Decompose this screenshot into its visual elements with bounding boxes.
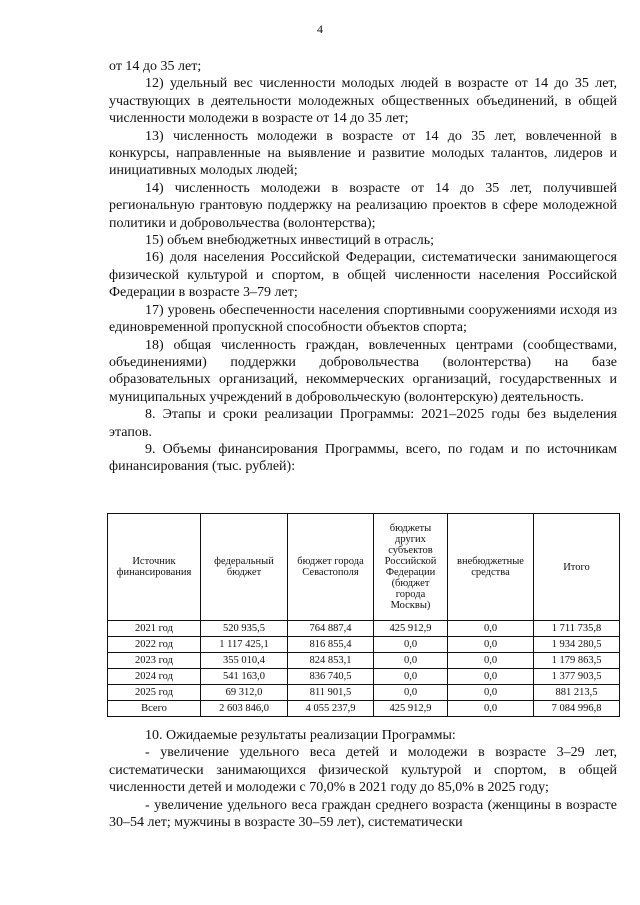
- table-cell: 816 855,4: [288, 637, 374, 653]
- paragraph-item-18: 18) общая численность граждан, вовлеченных центрами (сообществами, объединениями) поддержки добровольчества (волонтерства) на базе образовательных организаций, некоммерческих организаций, государственных и муниципальных учреждений в добровольческую (волонтерскую) деятельность.: [109, 337, 617, 405]
- table-cell: 425 912,9: [374, 621, 448, 637]
- paragraph-item-17: 17) уровень обеспеченности населения спортивными сооружениями исходя из единовременной пропускной способности объектов спорта;: [109, 302, 617, 336]
- table-cell: 0,0: [448, 685, 534, 701]
- page-number: 4: [317, 22, 323, 36]
- header-total: Итого: [534, 514, 620, 621]
- table-cell: 2022 год: [108, 637, 201, 653]
- table-row: [108, 621, 620, 637]
- table-cell: 0,0: [448, 637, 534, 653]
- table-cell: 764 887,4: [288, 621, 374, 637]
- paragraph-continuation: от 14 до 35 лет;: [109, 59, 202, 74]
- results-item: - увеличение удельного веса граждан среднего возраста (женщины в возрасте 30–54 лет; мужчины в возрасте 30–59 лет), систематически: [109, 797, 617, 831]
- paragraph-item-15: 15) объем внебюджетных инвестиций в отрасль;: [145, 233, 435, 249]
- table-row: [108, 685, 620, 701]
- table-cell: 0,0: [374, 685, 448, 701]
- table-cell: 2024 год: [108, 669, 201, 685]
- header-source: Источник финансирования: [108, 514, 201, 621]
- table-row-total: [108, 701, 620, 717]
- table-cell: 355 010,4: [201, 653, 288, 669]
- table-cell: 4 055 237,9: [288, 701, 374, 717]
- table-cell: 836 740,5: [288, 669, 374, 685]
- table-cell: 1 377 903,5: [534, 669, 620, 685]
- paragraph-section-9: 9. Объемы финансирования Программы, всего, по годам и по источникам финансирования (тыс. рублей):: [109, 441, 617, 475]
- header-other-subjects: бюджеты других субъектов Российской Федерации (бюджет города Москвы): [374, 514, 448, 621]
- table-cell: 0,0: [448, 653, 534, 669]
- table-row: [108, 653, 620, 669]
- table-cell: 2023 год: [108, 653, 201, 669]
- table-cell: 0,0: [448, 701, 534, 717]
- header-federal: федеральный бюджет: [201, 514, 288, 621]
- table-cell: 2 603 846,0: [201, 701, 288, 717]
- paragraph-section-8: 8. Этапы и сроки реализации Программы: 2021–2025 годы без выделения этапов.: [109, 407, 617, 440]
- table-cell: 2021 год: [108, 621, 201, 637]
- results-item: - увеличение удельного веса детей и молодежи в возрасте 3–29 лет, систематически занимающихся физической культурой и спортом, в общей численности детей и молодежи с 70,0% в 2021 году до 85,0% в 2025 году;: [109, 745, 617, 796]
- table-cell: 541 163,0: [201, 669, 288, 685]
- paragraph-item-16: 16) доля населения Российской Федерации, систематически занимающегося физической культурой и спортом, в общей численности населения Российской Федерации в возрасте 3–79 лет;: [109, 250, 617, 301]
- results-heading: 10. Ожидаемые результаты реализации Программы:: [145, 728, 456, 743]
- table-cell: 7 084 996,8: [534, 701, 620, 717]
- table-cell: 2025 год: [108, 685, 201, 701]
- table-row: [108, 637, 620, 653]
- table-cell: 1 711 735,8: [534, 621, 620, 637]
- body-text: [109, 58, 617, 476]
- table-cell: 811 901,5: [288, 685, 374, 701]
- table-cell: 1 179 863,5: [534, 653, 620, 669]
- header-sevastopol: бюджет города Севастополя: [288, 514, 374, 621]
- table-cell: 520 935,5: [201, 621, 288, 637]
- table-cell: 1 934 280,5: [534, 637, 620, 653]
- table-cell: 0,0: [374, 637, 448, 653]
- paragraph-item-12: 12) удельный вес численности молодых людей в возрасте от 14 до 35 лет, участвующих в деятельности молодежных общественных объединений, в общей численности молодежи в возрасте от 14 до 35 лет;: [109, 76, 617, 127]
- paragraph-item-14: 14) численность молодежи в возрасте от 14 до 35 лет, получившей региональную грантовую поддержку на реализацию проектов в сфере молодежной политики и добровольчества (волонтерства);: [109, 180, 617, 231]
- table-cell: 881 213,5: [534, 685, 620, 701]
- expected-results: [109, 727, 617, 831]
- table-cell: 824 853,1: [288, 653, 374, 669]
- table-cell: 425 912,9: [374, 701, 448, 717]
- table-cell: 1 117 425,1: [201, 637, 288, 653]
- table-header-row: [108, 514, 620, 621]
- paragraph-item-13: 13) численность молодежи в возрасте от 14 до 35 лет, вовлеченной в конкурсы, направленные на выявление и развитие молодых талантов, лидеров и инициативных молодых людей;: [109, 128, 617, 179]
- table-cell: 0,0: [374, 653, 448, 669]
- header-extrabudgetary: внебюджетные средства: [448, 514, 534, 621]
- table-row: [108, 669, 620, 685]
- table-cell: 0,0: [448, 621, 534, 637]
- financing-table: [107, 513, 620, 717]
- table-cell: Всего: [108, 701, 201, 717]
- financing-table-container: [107, 513, 619, 717]
- table-cell: 0,0: [374, 669, 448, 685]
- table-cell: 69 312,0: [201, 685, 288, 701]
- table-cell: 0,0: [448, 669, 534, 685]
